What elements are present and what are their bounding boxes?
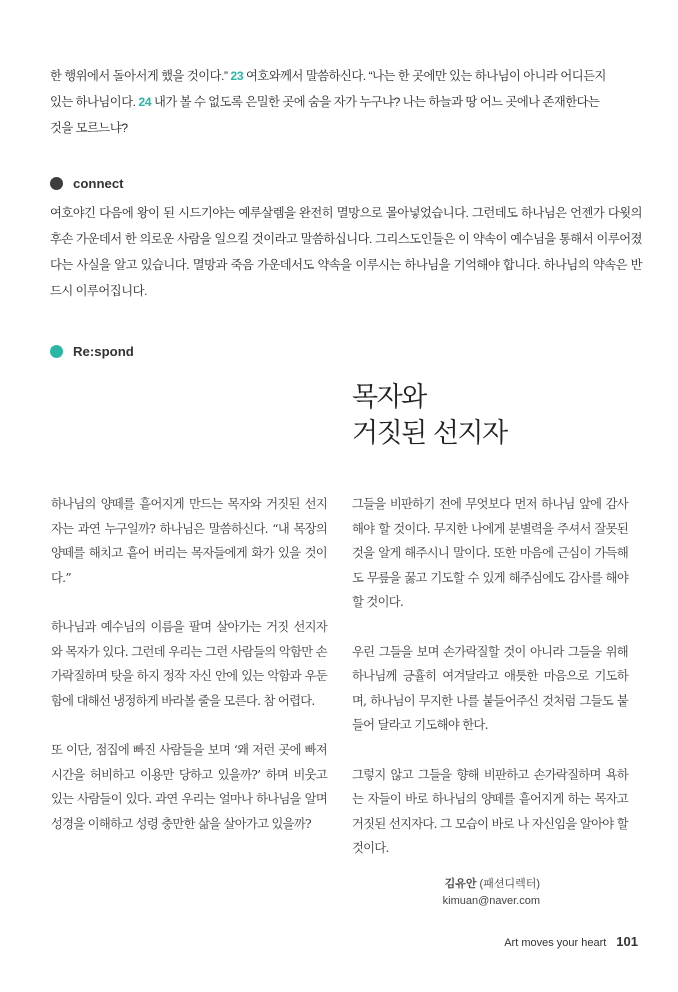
- scripture-text: 있는 하나님이다.: [50, 95, 139, 109]
- footer-tagline: Art moves your heart: [504, 937, 607, 949]
- connect-heading: [50, 176, 124, 191]
- verse-number-23: 23: [230, 69, 244, 83]
- paragraph: 우린 그들을 보며 손가락질할 것이 아니라 그들을 위해 하나님께 긍휼히 여겨달라고 애틋한 마음으로 기도하며, 하나님이 무지한 나를 붙들어주신 것처럼 그들도 붙들어 달라고 기도해야 한다.: [352, 644, 628, 733]
- article-title: [352, 380, 507, 452]
- author-role: (패션디렉터): [479, 878, 540, 890]
- bullet-dot-icon: [50, 177, 63, 190]
- paragraph: 그들을 비판하기 전에 무엇보다 먼저 하나님 앞에 감사해야 할 것이다. 무지한 나에게 분별력을 주셔서 잘못된 것을 알게 해주시니 말이다. 또한 마음에 근심이 가득해도 무릎을 꿇고 기도할 수 있게 해주심에도 감사를 해야 할 것이다.: [352, 497, 628, 610]
- article-title-line-1: 목자와: [352, 382, 426, 413]
- author-name: 김유안: [444, 878, 477, 890]
- scripture-text: 여호와께서 말씀하신다. “나는 한 곳에만 있는 하나님이 아니라 어디든지: [243, 69, 606, 83]
- article-column-left: [51, 492, 327, 861]
- page-footer: [504, 934, 638, 949]
- paragraph: 하나님의 양떼를 흩어지게 만드는 목자와 거짓된 선지자는 과연 누구일까? 하나님은 말씀하신다. “내 목장의 양떼를 해치고 흩어 버리는 목자들에게 화가 있을 것이다.”: [51, 497, 327, 585]
- author-credit: [400, 876, 540, 910]
- connect-heading-label: connect: [73, 176, 124, 191]
- connect-body: 여호야긴 다음에 왕이 된 시드기야는 예루살렘을 완전히 멸망으로 몰아넣었습니다. 그런데도 하나님은 언젠가 다윗의 후손 가운데서 한 의로운 사람을 일으킬 것이라고 말씀하십니다. 그리스도인들은 이 약속이 예수님을 통해서 이루어졌다는 사실을 알고 있습니다. 멸망과 죽음 가운데서도 약속을 이루시는 하나님을 기억해야 합니다. 하나님의 약속은 반드시 이루어집니다.: [50, 206, 642, 298]
- scripture-line-3: 것을 모르느냐?: [50, 121, 128, 135]
- paragraph: 또 이단, 점집에 빠진 사람들을 보며 ‘왜 저런 곳에 빠져 시간을 허비하고 이용만 당하고 있을까?’ 하며 비웃고 있는 사람들이 있다. 과연 우리는 얼마나 하나님을 알며 성경을 이해하고 성령 충만한 삶을 살아가고 있을까?: [51, 742, 327, 831]
- scripture-text: 한 행위에서 돌아서게 했을 것이다.”: [50, 69, 231, 83]
- verse-number-24: 24: [138, 95, 152, 109]
- respond-heading: [50, 344, 134, 359]
- scripture-passage: [50, 63, 640, 141]
- scripture-line-1: [50, 63, 640, 89]
- paragraph: 그렇지 않고 그들을 향해 비판하고 손가락질하며 욕하는 자들이 바로 하나님의 양떼를 흩어지게 하는 목자고 거짓된 선지자다. 그 모습이 바로 나 자신임을 알아야 할 것이다.: [352, 767, 628, 856]
- scripture-text: 내가 볼 수 없도록 은밀한 곳에 숨을 자가 누구냐? 나는 하늘과 땅 어느 곳에나 존재한다는: [151, 95, 600, 109]
- bullet-dot-icon: [50, 345, 63, 358]
- page-number: 101: [616, 934, 638, 949]
- scripture-line-2: [50, 89, 640, 115]
- article-title-line-2: 거짓된 선지자: [352, 418, 507, 449]
- author-email: kimuan@naver.com: [442, 895, 540, 907]
- respond-heading-label: Re:spond: [73, 344, 134, 359]
- article-column-right: [352, 492, 628, 886]
- paragraph: 하나님과 예수님의 이름을 팔며 살아가는 거짓 선지자와 목자가 있다. 그런데 우리는 그런 사람들의 악함만 손가락질하며 탓을 하지 정작 자신 안에 있는 악함과 우둔함에 대해선 냉정하게 바라볼 줄을 모른다. 참 어렵다.: [51, 619, 327, 708]
